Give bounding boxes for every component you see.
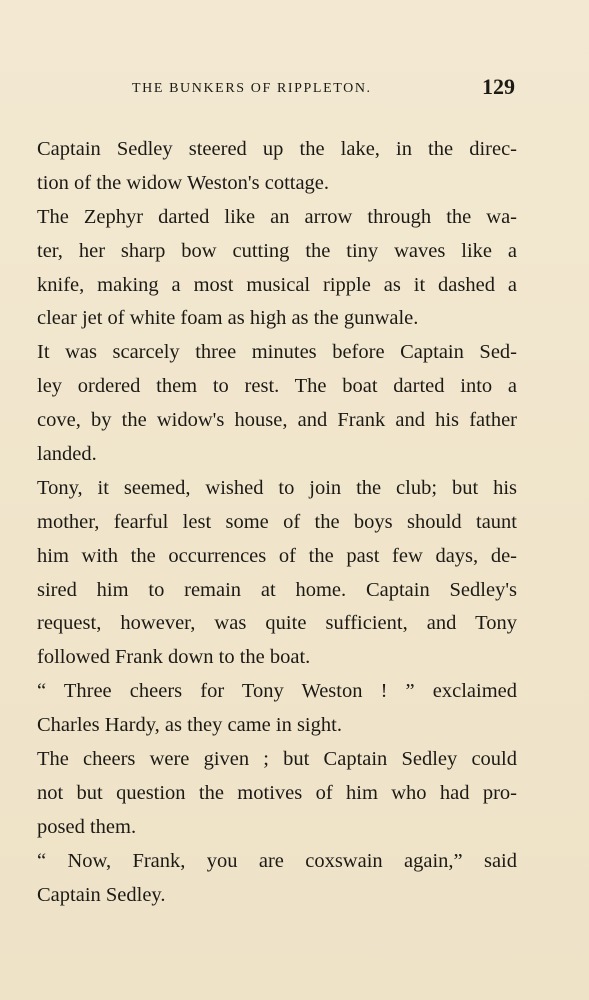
text-line: tion of the widow Weston's cottage. xyxy=(37,171,330,194)
text-line: “ Three cheers for Tony Weston ! ” exclaimed xyxy=(37,680,517,703)
text-line: posed them. xyxy=(37,815,137,838)
running-head xyxy=(0,72,589,102)
running-title: THE BUNKERS OF RIPPLETON. xyxy=(132,81,372,96)
text-line: Captain Sedley. xyxy=(37,883,166,906)
text-line: It was scarcely three minutes before Captain Sed- xyxy=(37,341,517,364)
text-line: cove, by the widow's house, and Frank and his father xyxy=(37,409,517,432)
text-line: Charles Hardy, as they came in sight. xyxy=(37,714,342,737)
text-line: “ Now, Frank, you are coxswain again,” said xyxy=(37,849,517,872)
text-line: followed Frank down to the boat. xyxy=(37,646,311,669)
text-line: landed. xyxy=(37,443,97,466)
body-text xyxy=(37,133,517,912)
page-number: 129 xyxy=(482,74,515,99)
text-line: clear jet of white foam as high as the gunwale. xyxy=(37,307,419,330)
text-line: sired him to remain at home. Captain Sedley's xyxy=(37,578,517,601)
text-line: ley ordered them to rest. The boat darted into a xyxy=(37,375,517,398)
text-line: him with the occurrences of the past few days, de- xyxy=(37,544,517,567)
text-line: The Zephyr darted like an arrow through the wa- xyxy=(37,205,517,228)
text-line: Tony, it seemed, wished to join the club; but his xyxy=(37,476,517,499)
text-line: The cheers were given ; but Captain Sedley could xyxy=(37,748,517,771)
text-line: not but question the motives of him who had pro- xyxy=(37,781,517,804)
text-line: Captain Sedley steered up the lake, in the direc- xyxy=(37,138,517,160)
text-line: ter, her sharp bow cutting the tiny waves like a xyxy=(37,239,517,262)
text-line: mother, fearful lest some of the boys should taunt xyxy=(37,510,517,533)
text-line: request, however, was quite sufficient, and Tony xyxy=(37,612,517,635)
text-line: knife, making a most musical ripple as it dashed a xyxy=(37,273,517,296)
